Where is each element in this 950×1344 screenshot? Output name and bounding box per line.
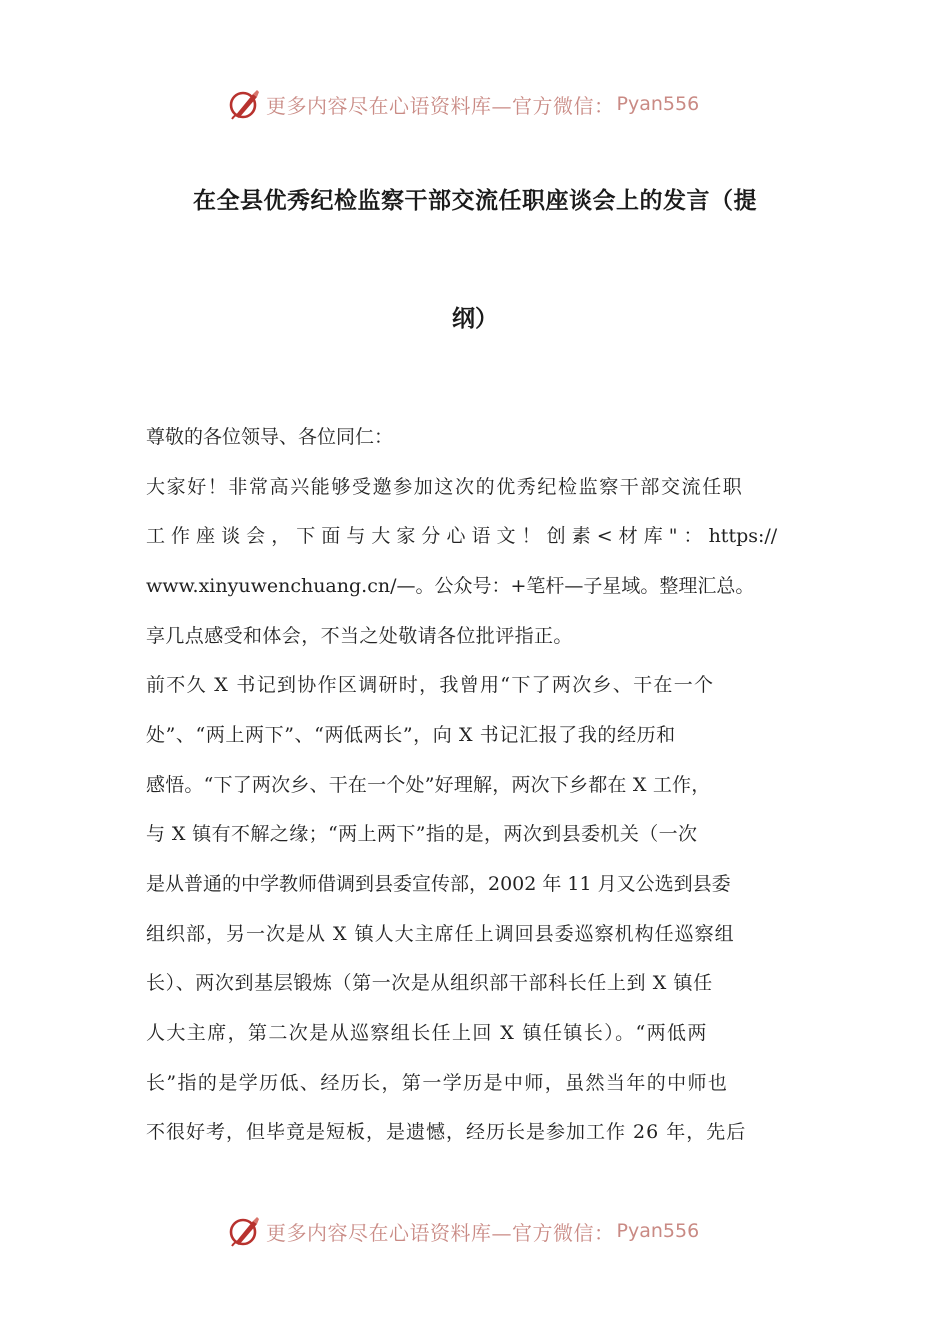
text-line: 长”指的是学历低、经历长，第一学历是中师，虽然当年的中师也 — [146, 1072, 729, 1094]
text-line: 是从普通的中学教师借调到县委宣传部，2002 年 11 月又公选到县委 — [146, 873, 731, 895]
text-line: 与 X 镇有不解之缘；“两上两下”指的是，两次到县委机关（一次 — [146, 823, 698, 845]
footer-banner — [226, 1211, 699, 1251]
text-line: 人大主席，第二次是从巡察组长任上回 X 镇任镇长）。“两低两 — [146, 1022, 708, 1044]
text-line: 长）、两次到基层锻炼（第一次是从组织部干部科长任上到 X 镇任 — [146, 972, 713, 994]
text-line: 前不久 X 书记到协作区调研时，我曾用“下了两次乡、干在一个 — [146, 674, 715, 696]
banner-slogan: 更多内容尽在心语资料库—官方微信： — [266, 93, 615, 118]
banner-wechat-id: Pyan556 — [616, 93, 700, 115]
text-line: www.xinyuwenchuang.cn/—。公众号：+笔杆—子星域。整理汇总。 — [146, 575, 755, 597]
banner-wechat-id: Pyan556 — [616, 1220, 700, 1242]
document-title-line-2: 纲） — [452, 306, 498, 332]
text-line: 工 作 座 谈 会 ， 下 面 与 大 家 分 心 语 文 ！ 创 素 < 材 库 " ： https:// — [146, 525, 778, 547]
banner-slogan: 更多内容尽在心语资料库—官方微信： — [266, 1220, 615, 1245]
pen-nib-logo-icon — [226, 1213, 262, 1249]
text-line: 处”、“两上两下”、“两低两长”，向 X 书记汇报了我的经历和 — [146, 724, 676, 746]
text-line: 不很好考，但毕竟是短板，是遗憾，经历长是参加工作 26 年，先后 — [146, 1121, 747, 1143]
text-line: 尊敬的各位领导、各位同仁： — [146, 426, 394, 448]
text-line: 享几点感受和体会，不当之处敬请各位批评指正。 — [146, 625, 573, 647]
pen-nib-logo-icon — [226, 86, 262, 122]
header-banner — [226, 84, 699, 124]
document-title-line-1: 在全县优秀纪检监察干部交流任职座谈会上的发言（提 — [193, 188, 757, 214]
text-line: 组织部，另一次是从 X 镇人大主席任上调回县委巡察机构任巡察组 — [146, 923, 735, 945]
text-line: 感悟。“下了两次乡、干在一个处”好理解，两次下乡都在 X 工作， — [146, 774, 711, 796]
text-line: 大家好！非常高兴能够受邀参加这次的优秀纪检监察干部交流任职 — [146, 476, 744, 498]
